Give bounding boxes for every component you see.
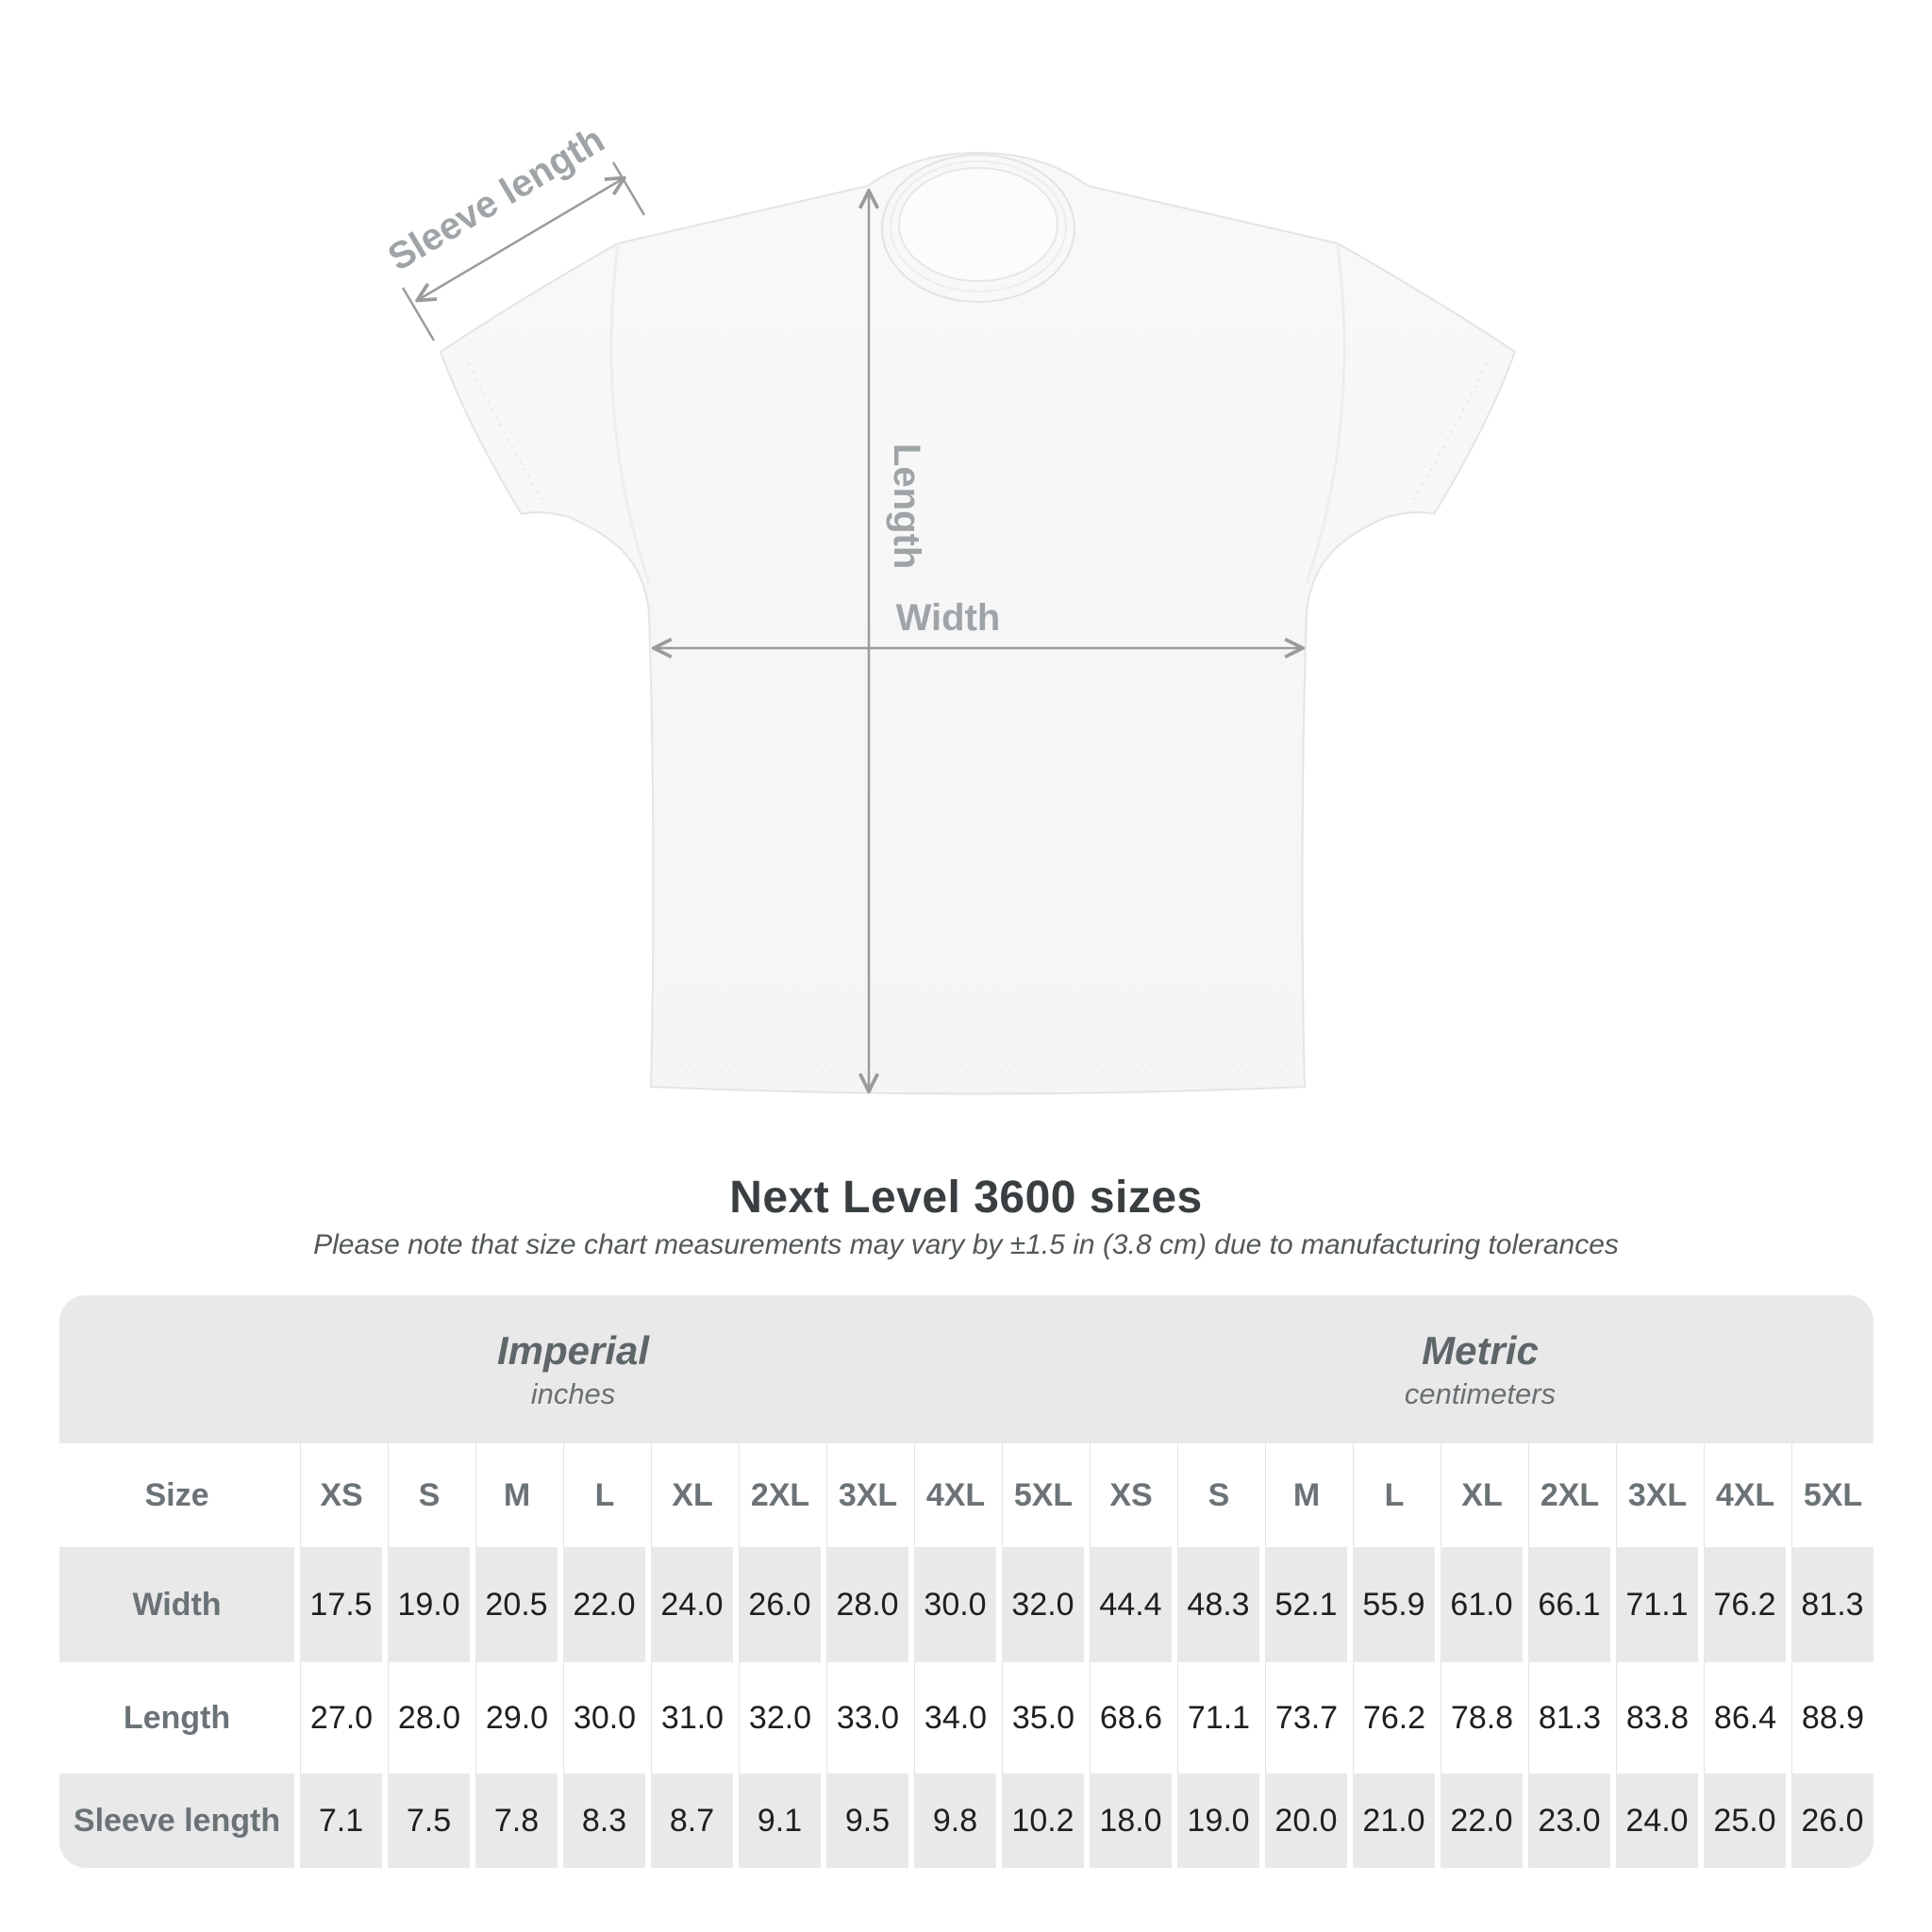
metric-value-cell: 68.6 (1090, 1662, 1172, 1774)
imperial-value-cell: 26.0 (739, 1547, 821, 1662)
metric-value-cell: 55.9 (1353, 1547, 1435, 1662)
page-title: Next Level 3600 sizes (729, 1173, 1203, 1223)
imperial-value-cell: 7.1 (300, 1774, 382, 1868)
page-subtitle: Please note that size chart measurements may vary by ±1.5 in (3.8 cm) due to manufacturing tolerances (313, 1229, 1619, 1260)
imperial-value-cell: 28.0 (826, 1547, 908, 1662)
metric-value-cell: 18.0 (1090, 1774, 1172, 1868)
imperial-value-cell: 8.7 (651, 1774, 733, 1868)
imperial-value-cell: 31.0 (651, 1662, 733, 1774)
metric-value-cell: 66.1 (1528, 1547, 1610, 1662)
imperial-value-cell: 7.8 (475, 1774, 558, 1868)
imperial-value-cell: 8.3 (563, 1774, 645, 1868)
metric-value-cell: 52.1 (1265, 1547, 1347, 1662)
metric-value-cell: 22.0 (1441, 1774, 1523, 1868)
size-header-row (59, 1443, 1874, 1547)
metric-value-cell: 21.0 (1353, 1774, 1435, 1868)
imperial-value-cell: 35.0 (1002, 1662, 1084, 1774)
metric-value-cell: 44.4 (1090, 1547, 1172, 1662)
metric-value-cell: 81.3 (1791, 1547, 1874, 1662)
size-column-header: Size (144, 1476, 209, 1513)
imperial-value-cell: 9.1 (739, 1774, 821, 1868)
width-label: Width (895, 597, 1001, 639)
measurement-row (59, 1547, 1874, 1662)
imperial-title: Imperial (496, 1327, 650, 1373)
imperial-size-header-cell: XL (651, 1443, 733, 1547)
units-header-band (59, 1295, 1874, 1443)
size-chart-table (59, 1295, 1874, 1868)
metric-size-header-cell: S (1177, 1443, 1259, 1547)
imperial-value-cell: 29.0 (475, 1662, 558, 1774)
imperial-value-cell: 28.0 (388, 1662, 470, 1774)
row-label-cell: Width (59, 1547, 294, 1662)
metric-value-cell: 25.0 (1704, 1774, 1786, 1868)
collar-opening (899, 168, 1058, 281)
imperial-size-header-cell: XS (300, 1443, 382, 1547)
sleeve-tick-lower (403, 288, 434, 341)
metric-size-header-cell: XS (1090, 1443, 1172, 1547)
imperial-value-cell: 32.0 (1002, 1547, 1084, 1662)
imperial-value-cell: 27.0 (300, 1662, 382, 1774)
row-label-cell: Length (123, 1699, 231, 1736)
metric-value-cell: 71.1 (1177, 1662, 1259, 1774)
metric-value-cell: 24.0 (1616, 1774, 1698, 1868)
metric-title: Metric (1422, 1327, 1539, 1373)
metric-value-cell: 88.9 (1791, 1662, 1874, 1774)
metric-value-cell: 23.0 (1528, 1774, 1610, 1868)
imperial-value-cell: 33.0 (826, 1662, 908, 1774)
metric-size-header-cell: 3XL (1616, 1443, 1698, 1547)
imperial-value-cell: 9.5 (826, 1774, 908, 1868)
imperial-value-cell: 17.5 (300, 1547, 382, 1662)
length-label: Length (886, 443, 927, 570)
imperial-value-cell: 30.0 (563, 1662, 645, 1774)
metric-unit: centimeters (1404, 1376, 1557, 1410)
imperial-size-header-cell: S (388, 1443, 470, 1547)
metric-value-cell: 83.8 (1616, 1662, 1698, 1774)
metric-size-header-cell: L (1353, 1443, 1435, 1547)
metric-value-cell: 81.3 (1528, 1662, 1610, 1774)
sleeve-length-label: Sleeve length (381, 118, 612, 279)
metric-value-cell: 26.0 (1791, 1774, 1874, 1868)
metric-size-header-cell: M (1265, 1443, 1347, 1547)
imperial-size-header-cell: M (475, 1443, 558, 1547)
row-label-cell: Sleeve length (59, 1774, 294, 1868)
imperial-size-header-cell: 4XL (914, 1443, 996, 1547)
imperial-value-cell: 30.0 (914, 1547, 996, 1662)
imperial-value-cell: 19.0 (388, 1547, 470, 1662)
metric-value-cell: 20.0 (1265, 1774, 1347, 1868)
imperial-value-cell: 32.0 (739, 1662, 821, 1774)
metric-size-header-cell: 2XL (1528, 1443, 1610, 1547)
sleeve-tick-upper (613, 162, 644, 215)
imperial-value-cell: 7.5 (388, 1774, 470, 1868)
imperial-size-header-cell: 3XL (826, 1443, 908, 1547)
imperial-size-header-cell: L (563, 1443, 645, 1547)
imperial-value-cell: 22.0 (563, 1547, 645, 1662)
metric-value-cell: 86.4 (1704, 1662, 1786, 1774)
measurement-row (59, 1662, 1874, 1774)
metric-section-header (1087, 1295, 1874, 1443)
imperial-value-cell: 20.5 (475, 1547, 558, 1662)
imperial-value-cell: 34.0 (914, 1662, 996, 1774)
imperial-value-cell: 9.8 (914, 1774, 996, 1868)
metric-value-cell: 76.2 (1704, 1547, 1786, 1662)
metric-value-cell: 73.7 (1265, 1662, 1347, 1774)
metric-value-cell: 19.0 (1177, 1774, 1259, 1868)
measurement-row (59, 1774, 1874, 1868)
metric-size-header-cell: 5XL (1791, 1443, 1874, 1547)
imperial-value-cell: 10.2 (1002, 1774, 1084, 1868)
metric-value-cell: 71.1 (1616, 1547, 1698, 1662)
imperial-section-header (59, 1295, 1087, 1443)
imperial-unit: inches (530, 1376, 616, 1410)
metric-value-cell: 61.0 (1441, 1547, 1523, 1662)
imperial-value-cell: 24.0 (651, 1547, 733, 1662)
table-rows (59, 1443, 1874, 1868)
imperial-size-header-cell: 2XL (739, 1443, 821, 1547)
metric-value-cell: 76.2 (1353, 1662, 1435, 1774)
metric-size-header-cell: XL (1441, 1443, 1523, 1547)
metric-size-header-cell: 4XL (1704, 1443, 1786, 1547)
imperial-size-header-cell: 5XL (1002, 1443, 1084, 1547)
metric-value-cell: 48.3 (1177, 1547, 1259, 1662)
metric-value-cell: 78.8 (1441, 1662, 1523, 1774)
